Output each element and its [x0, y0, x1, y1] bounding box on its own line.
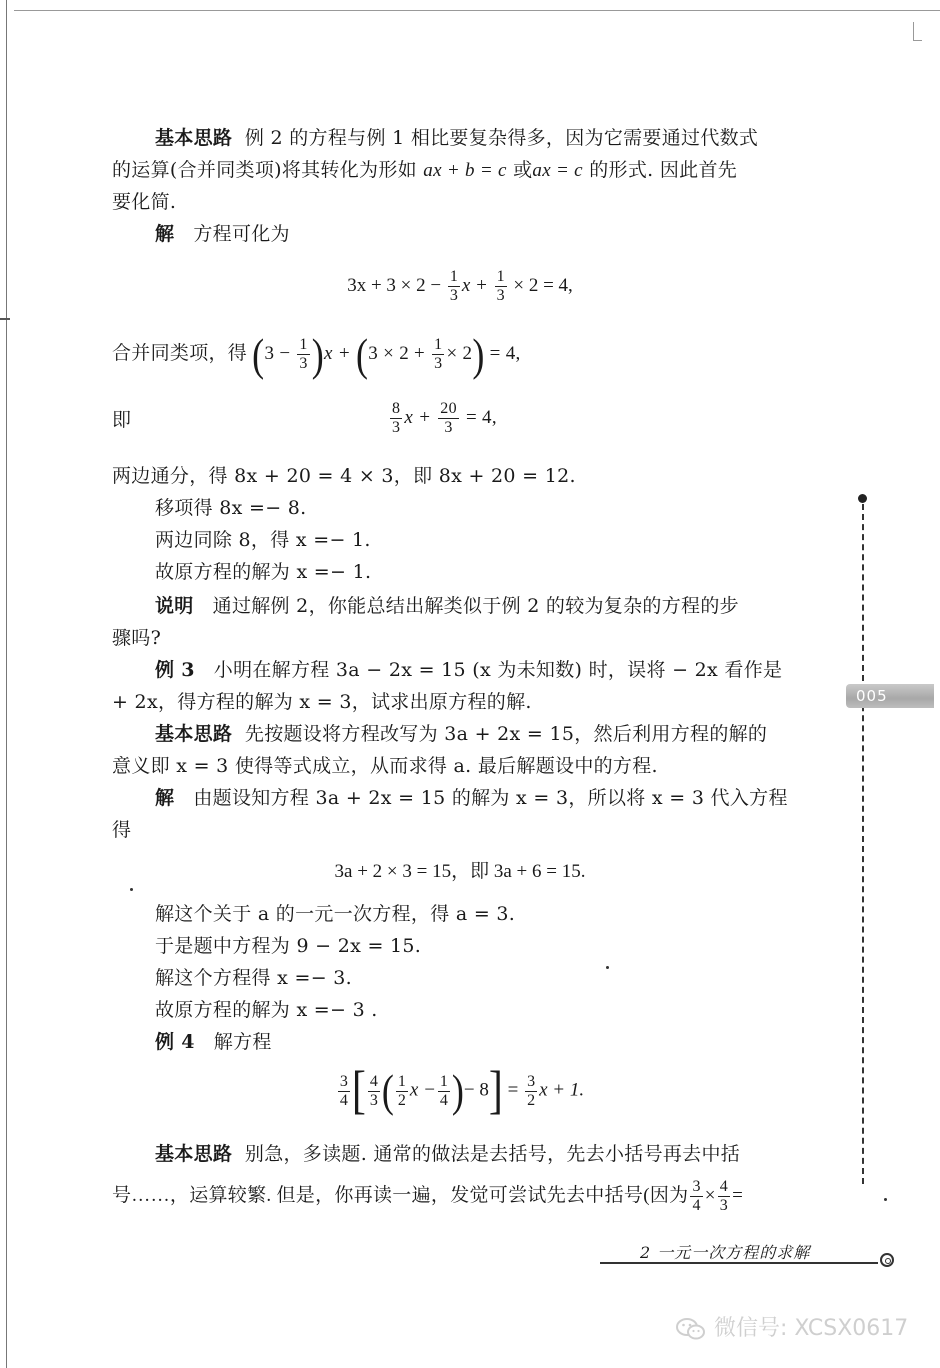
numerator: 1	[434, 336, 443, 353]
denominator: 3	[438, 418, 459, 437]
left-paren: (	[355, 329, 369, 380]
approach-paragraph-1-line-3: 要化简.	[112, 191, 177, 213]
equation-part: × 2 = 4,	[513, 274, 573, 296]
step-solve-x: 解这个方程得 x =− 3.	[155, 967, 353, 989]
equation-part: x +	[324, 342, 351, 364]
equation-5	[110, 1062, 810, 1120]
left-paren: (	[252, 329, 265, 380]
right-paren: )	[451, 1066, 464, 1116]
margin-dot-icon	[858, 494, 867, 503]
text: 小明在解方程 3a − 2x = 15 (x 为未知数) 时，误将 − 2x 看作是	[213, 659, 783, 681]
wechat-icon	[676, 1317, 706, 1341]
note-line-2: 骤吗?	[112, 627, 162, 649]
right-paren: )	[311, 329, 325, 380]
footer-rule	[600, 1262, 878, 1264]
denominator: 3	[369, 1091, 378, 1109]
approach-3-line-2: 意义即 x = 3 使得等式成立，从而求得 a. 最后解题设中的方程.	[112, 755, 658, 777]
running-footer: 2 一元一次方程的求解	[640, 1243, 811, 1262]
equals-sign: =	[507, 1079, 519, 1101]
right-bracket: ]	[488, 1062, 503, 1120]
solution-1-intro	[155, 218, 290, 250]
equation-2-line	[112, 329, 521, 380]
numerator: 4	[369, 1072, 378, 1090]
equation-part: 3 −	[264, 342, 291, 364]
page-frame-notch	[913, 22, 922, 41]
left-bracket: [	[351, 1062, 366, 1120]
step-solve-a: 解这个关于 a 的一元一次方程，得 a = 3.	[155, 903, 516, 925]
fraction-one-third	[432, 336, 444, 373]
fraction-one-third	[297, 336, 309, 373]
denominator: 3	[719, 1197, 729, 1214]
page-frame-left	[6, 0, 7, 1368]
fraction-one-third	[448, 268, 460, 305]
text: 先按题设将方程改写为 3a + 2x = 15，然后利用方程的解的	[244, 723, 768, 745]
text: 的运算(合并同类项)将其转化为形如	[112, 159, 424, 181]
numerator: 1	[397, 1072, 406, 1090]
text: 别急，多读题. 通常的做法是去括号，先去小括号再去中括	[244, 1143, 741, 1165]
approach-4-line-1	[155, 1138, 740, 1170]
text: 由题设知方程 3a + 2x = 15 的解为 x = 3，所以将 x = 3 代入方程	[193, 787, 788, 809]
equation-part: x −	[409, 1079, 436, 1101]
numerator: 3	[339, 1072, 348, 1090]
step-answer-3: 故原方程的解为 x =− 3 .	[155, 999, 378, 1021]
note-label: 说明	[155, 595, 194, 617]
denominator: 3	[392, 419, 401, 436]
numerator: 1	[299, 336, 308, 353]
denominator: 4	[339, 1091, 348, 1109]
text: 方程可化为	[193, 223, 290, 245]
text: 的形式. 因此首先	[582, 159, 738, 181]
equation-part: 3 × 2 +	[368, 342, 426, 364]
step-common-denominator: 两边通分，得 8x + 20 = 4 × 3，即 8x + 20 = 12.	[112, 465, 576, 487]
fraction-four-thirds	[368, 1073, 380, 1110]
watermark-text: 微信号: XCSX0617	[714, 1316, 909, 1341]
numerator: 8	[392, 400, 401, 417]
fraction-one-third	[495, 268, 507, 305]
fraction-twenty-thirds	[438, 400, 459, 437]
numerator: 3	[527, 1072, 536, 1090]
numerator: 1	[449, 268, 458, 285]
page-number-tab: 005	[846, 684, 934, 708]
approach-paragraph-1-line-1	[155, 122, 758, 154]
equation-part: − 8	[463, 1079, 489, 1101]
denominator: 3	[449, 287, 458, 304]
denominator: 4	[439, 1091, 448, 1109]
solution-label: 解	[155, 223, 175, 245]
equation-1	[110, 268, 810, 305]
ji-label: 即	[112, 409, 132, 431]
scan-speck	[606, 966, 609, 969]
fraction-three-halves	[525, 1073, 537, 1110]
denominator: 3	[434, 355, 443, 372]
example-label: 例 4	[155, 1031, 195, 1053]
equation-part: = 4,	[465, 406, 497, 428]
equation-part: 3x + 3 × 2 −	[347, 274, 442, 296]
left-margin-tick	[0, 318, 10, 320]
left-paren: (	[381, 1066, 394, 1116]
equation-part: × 2	[446, 342, 473, 364]
fraction-one-quarter	[438, 1073, 450, 1110]
example-4-line	[155, 1026, 272, 1058]
approach-4-line-2	[112, 1178, 743, 1215]
equation-part: = 4,	[489, 342, 521, 364]
fraction-three-quarters	[338, 1073, 350, 1110]
footer-circle-icon	[880, 1253, 894, 1267]
equals-sign: =	[732, 1184, 744, 1206]
text: 或	[506, 159, 533, 181]
fraction-one-half	[396, 1073, 408, 1110]
times-sign: ×	[704, 1184, 716, 1206]
note-line-1	[155, 590, 739, 622]
solution-3-line-1	[155, 782, 788, 814]
step-answer-1: 故原方程的解为 x =− 1.	[155, 561, 372, 583]
equation-inline: ax = c	[532, 160, 583, 181]
equation-4: 3a + 2 × 3 = 15，即 3a + 6 = 15.	[334, 861, 586, 882]
scan-speck	[130, 888, 133, 891]
scan-speck	[884, 1198, 887, 1201]
solution-label: 解	[155, 787, 175, 809]
text: 通过解例 2，你能总结出解类似于例 2 的较为复杂的方程的步	[212, 595, 739, 617]
text: 解方程	[213, 1031, 272, 1053]
page-frame-top	[14, 10, 940, 11]
fraction-four-thirds	[718, 1178, 730, 1215]
step-original-equation: 于是题中方程为 9 − 2x = 15.	[155, 935, 422, 957]
fraction-three-quarters	[690, 1178, 702, 1215]
denominator: 3	[299, 355, 308, 372]
approach-label: 基本思路	[155, 723, 233, 745]
approach-paragraph-1-line-2	[112, 154, 737, 187]
right-paren: )	[472, 329, 485, 380]
numerator: 3	[692, 1178, 701, 1195]
fraction-eight-thirds	[390, 400, 402, 437]
text: 合并同类项，得	[112, 342, 248, 364]
solution-3-line-2: 得	[112, 819, 132, 841]
denominator: 3	[496, 287, 505, 304]
example-label: 例 3	[155, 659, 195, 681]
example-3-line-1	[155, 654, 782, 686]
text: 号……，运算较繁. 但是，你再读一遍，发觉可尝试先去中括号(因为	[112, 1184, 689, 1206]
step-divide: 两边同除 8，得 x =− 1.	[155, 529, 371, 551]
equation-3	[388, 400, 497, 437]
numerator: 20	[440, 400, 457, 417]
equation-part: x +	[404, 406, 432, 428]
numerator: 1	[439, 1072, 448, 1090]
equation-part: x + 1.	[539, 1079, 585, 1101]
denominator: 4	[692, 1197, 701, 1214]
approach-3-line-1	[155, 718, 767, 750]
numerator: 4	[719, 1178, 729, 1195]
example-3-line-2: + 2x，得方程的解为 x = 3，试求出原方程的解.	[112, 691, 532, 713]
approach-label: 基本思路	[155, 1143, 233, 1165]
approach-label: 基本思路	[155, 127, 233, 149]
denominator: 2	[397, 1091, 406, 1109]
numerator: 1	[496, 268, 505, 285]
margin-dashed-line	[862, 504, 864, 1184]
denominator: 2	[527, 1091, 536, 1109]
step-transpose: 移项得 8x =− 8.	[155, 497, 307, 519]
approach-text: 例 2 的方程与例 1 相比要复杂得多，因为它需要通过代数式	[244, 127, 759, 149]
equation-inline: ax + b = c	[423, 160, 507, 181]
equation-part: x +	[461, 274, 488, 296]
watermark	[676, 1311, 908, 1342]
